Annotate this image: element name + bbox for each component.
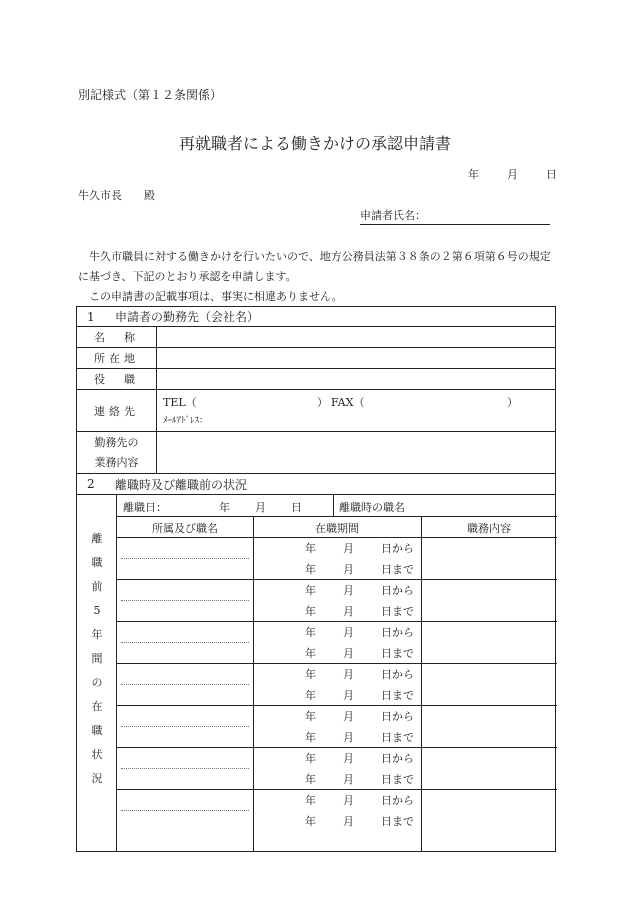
company-address-row[interactable] bbox=[77, 348, 555, 369]
period-to-day: 日まで bbox=[381, 689, 414, 702]
period-to-day: 日まで bbox=[381, 731, 414, 744]
contact-label: 連絡先 bbox=[77, 390, 157, 431]
period-to-day: 日まで bbox=[381, 563, 414, 576]
business-label-line2: 業務内容 bbox=[94, 455, 139, 469]
col-header-period: 在職期間 bbox=[315, 522, 359, 535]
application-form-table bbox=[76, 306, 556, 852]
period-from-year: 年 bbox=[305, 626, 316, 639]
retire-month: 月 bbox=[255, 501, 266, 514]
dept-dotted-divider bbox=[121, 684, 249, 685]
period-from-year: 年 bbox=[305, 752, 316, 765]
retire-date-label: 離職日： bbox=[123, 501, 167, 514]
vertical-label-char: 間 bbox=[91, 652, 103, 665]
document-title: 再就職者による働きかけの承認申請書 bbox=[178, 134, 451, 153]
period-to-month: 月 bbox=[343, 689, 354, 702]
section2-header bbox=[77, 474, 555, 495]
applicant-name-field[interactable] bbox=[360, 207, 550, 225]
addressee: 牛久市長 殿 bbox=[78, 189, 155, 202]
dept-dotted-divider bbox=[121, 726, 249, 727]
declaration-text: この申請書の記載事項は、事実に相違ありません。 bbox=[89, 290, 343, 303]
retire-position-label: 離職時の職名 bbox=[339, 501, 405, 514]
vertical-label-char: 職 bbox=[91, 724, 103, 737]
tel-open: TEL（ bbox=[163, 396, 197, 409]
business-row[interactable] bbox=[77, 432, 555, 474]
period-to-month: 月 bbox=[343, 605, 354, 618]
col-header-dept: 所属及び職名 bbox=[152, 522, 218, 535]
period-to-month: 月 bbox=[343, 563, 354, 576]
vertical-label-char: 離 bbox=[91, 532, 103, 545]
period-from-day: 日から bbox=[381, 584, 414, 597]
period-to-day: 日まで bbox=[381, 647, 414, 660]
dept-dotted-divider bbox=[121, 600, 249, 601]
fax-close: ） bbox=[507, 396, 518, 409]
business-label-line1: 勤務先の bbox=[94, 435, 139, 449]
applicant-name-label: 申請者氏名： bbox=[360, 209, 426, 222]
period-to-year: 年 bbox=[305, 563, 316, 576]
vertical-label-char: 5 bbox=[93, 604, 101, 617]
entry-row-divider bbox=[117, 579, 557, 580]
date-line bbox=[468, 166, 557, 182]
form-reference: 別記様式（第１２条関係） bbox=[78, 88, 223, 102]
company-address-label: 所在地 bbox=[77, 348, 157, 368]
period-to-day: 日まで bbox=[381, 815, 414, 828]
section2-title: 離職時及び離職前の状況 bbox=[115, 477, 248, 492]
date-month: 月 bbox=[507, 168, 518, 181]
retire-year: 年 bbox=[219, 501, 230, 514]
period-from-month: 月 bbox=[343, 794, 354, 807]
vertical-label bbox=[77, 527, 117, 791]
vertical-label-char: 前 bbox=[91, 580, 103, 593]
period-from-year: 年 bbox=[305, 794, 316, 807]
period-from-month: 月 bbox=[343, 668, 354, 681]
section1-title: 申請者の勤務先（会社名） bbox=[115, 310, 260, 324]
period-to-day: 日まで bbox=[381, 773, 414, 786]
period-from-day: 日から bbox=[381, 626, 414, 639]
vertical-label-char: 職 bbox=[91, 556, 103, 569]
vertical-label-char: 況 bbox=[91, 772, 103, 785]
section2-body bbox=[77, 495, 555, 851]
vertical-label-char: 在 bbox=[91, 700, 103, 713]
period-to-day: 日まで bbox=[381, 605, 414, 618]
period-from-day: 日から bbox=[381, 710, 414, 723]
company-name-row[interactable] bbox=[77, 327, 555, 348]
period-from-month: 月 bbox=[343, 752, 354, 765]
col-header-duties: 職務内容 bbox=[467, 522, 511, 535]
period-from-month: 月 bbox=[343, 626, 354, 639]
position-row[interactable] bbox=[77, 369, 555, 390]
period-from-month: 月 bbox=[343, 710, 354, 723]
entry-row-divider bbox=[117, 705, 557, 706]
entry-row-divider bbox=[117, 747, 557, 748]
period-from-month: 月 bbox=[343, 542, 354, 555]
period-to-year: 年 bbox=[305, 647, 316, 660]
period-to-month: 月 bbox=[343, 773, 354, 786]
dept-dotted-divider bbox=[121, 810, 249, 811]
period-from-day: 日から bbox=[381, 794, 414, 807]
period-to-month: 月 bbox=[343, 731, 354, 744]
section2-number: 2 bbox=[87, 477, 95, 491]
period-from-year: 年 bbox=[305, 668, 316, 681]
period-to-year: 年 bbox=[305, 773, 316, 786]
period-to-month: 月 bbox=[343, 815, 354, 828]
period-from-day: 日から bbox=[381, 542, 414, 555]
vertical-label-char: 状 bbox=[91, 748, 103, 761]
body-text: 牛久市職員に対する働きかけを行いたいので、地方公務員法第３８条の２第６項第６号の規定に基づき、下記のとおり承認を申請します。 bbox=[78, 250, 551, 283]
period-to-year: 年 bbox=[305, 815, 316, 828]
period-from-year: 年 bbox=[305, 584, 316, 597]
tel-close: ） bbox=[317, 396, 328, 409]
vertical-label-char: 年 bbox=[91, 628, 103, 641]
dept-dotted-divider bbox=[121, 768, 249, 769]
contact-row[interactable] bbox=[77, 390, 555, 432]
email-label: ﾒｰﾙｱﾄﾞﾚｽ： bbox=[163, 416, 209, 426]
entry-row-divider bbox=[117, 621, 557, 622]
period-to-year: 年 bbox=[305, 689, 316, 702]
business-label bbox=[77, 432, 157, 473]
section1-header bbox=[77, 307, 555, 327]
retire-day: 日 bbox=[291, 501, 302, 514]
position-label: 役 職 bbox=[77, 369, 157, 389]
period-from-year: 年 bbox=[305, 710, 316, 723]
section1-number: 1 bbox=[87, 309, 95, 324]
period-from-day: 日から bbox=[381, 668, 414, 681]
dept-dotted-divider bbox=[121, 558, 249, 559]
period-from-year: 年 bbox=[305, 542, 316, 555]
period-to-year: 年 bbox=[305, 731, 316, 744]
vertical-label-column bbox=[77, 495, 117, 851]
entry-row-divider bbox=[117, 663, 557, 664]
dept-dotted-divider bbox=[121, 642, 249, 643]
period-from-month: 月 bbox=[343, 584, 354, 597]
vertical-label-char: の bbox=[91, 676, 103, 689]
company-name-label: 名 称 bbox=[77, 327, 157, 347]
date-year: 年 bbox=[468, 168, 479, 181]
period-to-month: 月 bbox=[343, 647, 354, 660]
period-to-year: 年 bbox=[305, 605, 316, 618]
fax-open: FAX（ bbox=[331, 396, 365, 409]
date-day: 日 bbox=[546, 168, 557, 181]
period-from-day: 日から bbox=[381, 752, 414, 765]
entry-row-divider bbox=[117, 789, 557, 790]
